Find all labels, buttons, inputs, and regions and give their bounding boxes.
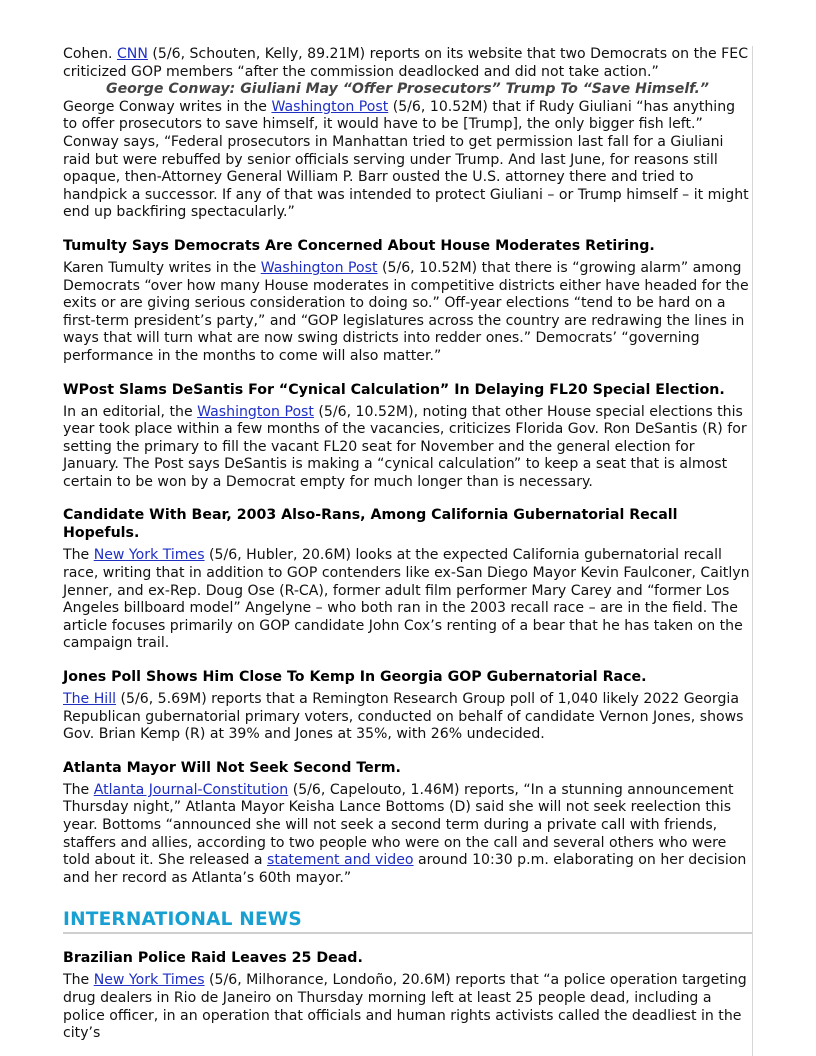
text-run: Karen Tumulty writes in the [63, 259, 261, 276]
text-run: Cohen. [63, 46, 117, 62]
text-run: (5/6, 10.52M) that there is “growing alarm” among Democrats “over how many House moderates in competitive districts either have headed for the exits or are giving serious consideration to doing so.” Off-year elections “tend to be hard on a first-term president’s party,” and “GOP legislatures across the country are redrawing the lines in ways that will turn what are now swing districts into redder ones.” Democrats’ “governing performance in the months to come will also matter.” [63, 259, 749, 364]
source-link[interactable]: statement and video [267, 852, 414, 869]
source-link[interactable]: The Hill [63, 691, 117, 708]
text-run: (5/6, Schouten, Kelly, 89.21M) reports on its website that two Democrats on the FEC criticized GOP members “after the commission deadlocked and did not take action.” [63, 46, 749, 80]
article-paragraph [63, 99, 752, 222]
text-run: George Conway: Giuliani May “Offer Prosecutors” Trump To “Save Himself.” [106, 81, 709, 98]
text-run: (5/6, 10.52M), noting that other House special elections this year took place within a few months of the vacancies, criticizes Florida Gov. Ron DeSantis (R) for setting the primary to fill the vacant FL20 seat for November and the general election for January. The Post says DeSantis is making a “cynical calculation” to keep a seat that is almost certain to be won by a Democrat empty for much longer than is necessary. [63, 403, 747, 490]
text-run: In an editorial, the [63, 403, 198, 420]
article-headline [63, 381, 752, 399]
article-subheadline [63, 81, 752, 99]
article-headline [63, 506, 752, 542]
text-run: Brazilian Police Raid Leaves 25 Dead. [63, 950, 363, 967]
article-paragraph [63, 260, 752, 366]
text-run: Jones Poll Shows Him Close To Kemp In Georgia GOP Gubernatorial Race. [63, 669, 647, 686]
text-run: Atlanta Mayor Will Not Seek Second Term. [63, 759, 401, 776]
article-paragraph [63, 404, 752, 492]
text-run: around 10:30 p.m. elaborating on her decision and her record as Atlanta’s 60th mayor.” [63, 852, 747, 886]
article-paragraph [63, 691, 752, 744]
text-run: WPost Slams DeSantis For “Cynical Calculation” In Delaying FL20 Special Election. [63, 381, 725, 398]
text-run: (5/6, 10.52M) that if Rudy Giuliani “has anything to offer prosecutors to save himself, it would have to be [Trump], the only bigger fish left.” Conway says, “Federal prosecutors in Manhattan tried to get permission last fall for a Giuliani raid but were rebuffed by senior officials serving under Trump. And last June, for reasons still opaque, then-Attorney General William P. Barr ousted the U.S. attorney there and tried to handpick a successor. If any of that was intended to protect Giuliani – or Trump himself – it might end up backfiring spectacularly.” [63, 98, 749, 221]
source-link[interactable]: CNN [116, 46, 148, 62]
article-paragraph [63, 782, 752, 888]
article-headline [63, 759, 752, 777]
article-paragraph [63, 547, 752, 653]
source-link[interactable]: Atlanta Journal-Constitution [93, 781, 289, 798]
document-page [63, 46, 753, 1056]
section-heading [63, 909, 752, 934]
text-run: INTERNATIONAL NEWS [63, 909, 302, 931]
article-headline [63, 949, 752, 967]
source-link[interactable]: New York Times [93, 972, 205, 989]
text-run: (5/6, Hubler, 20.6M) looks at the expected California gubernatorial recall race, writing that in addition to GOP contenders like ex-San Diego Mayor Kevin Faulconer, Caitlyn Jenner, and ex-Rep. Doug Ose (R-CA), former adult film performer Mary Carey and “former Los Angeles billboard model” Angelyne – who both ran in the 2003 recall race – are in the field. The article focuses primarily on GOP candidate John Cox’s renting of a bear that he has taken on the campaign trail. [63, 547, 750, 652]
article-headline [63, 237, 752, 255]
source-link[interactable]: Washington Post [260, 259, 378, 276]
text-run: Candidate With Bear, 2003 Also-Rans, Among California Gubernatorial Recall Hopefuls. [63, 507, 678, 542]
text-run: Tumulty Says Democrats Are Concerned About House Moderates Retiring. [63, 237, 655, 254]
source-link[interactable]: New York Times [93, 547, 205, 564]
text-run: George Conway writes in the [63, 98, 272, 115]
source-link[interactable]: Washington Post [271, 98, 389, 115]
text-run: (5/6, Capelouto, 1.46M) reports, “In a stunning announcement Thursday night,” Atlanta Mayor Keisha Lance Bottoms (D) said she will not seek reelection this year. Bottoms “announced she will not seek a second term during a private call with friends, staffers and allies, according to two people who were on the call and several others who were told about it. She released a [63, 781, 734, 869]
article-headline [63, 668, 752, 686]
text-run: (5/6, 5.69M) reports that a Remington Research Group poll of 1,040 likely 2022 Georgia Republican gubernatorial primary voters, conducted on behalf of candidate Vernon Jones, shows Gov. Brian Kemp (R) at 39% and Jones at 35%, with 26% undecided. [63, 691, 744, 743]
article-paragraph [63, 46, 752, 81]
article-paragraph [63, 972, 752, 1042]
text-run: The [63, 972, 94, 989]
text-run: The [63, 781, 94, 798]
text-run: The [63, 547, 94, 564]
text-run: (5/6, Milhorance, Londoño, 20.6M) reports that “a police operation targeting drug dealers in Rio de Janeiro on Thursday morning left at least 25 people dead, including a police officer, in an operation that officials and human rights activists called the deadliest in the city’s [63, 972, 747, 1042]
source-link[interactable]: Washington Post [197, 403, 314, 420]
